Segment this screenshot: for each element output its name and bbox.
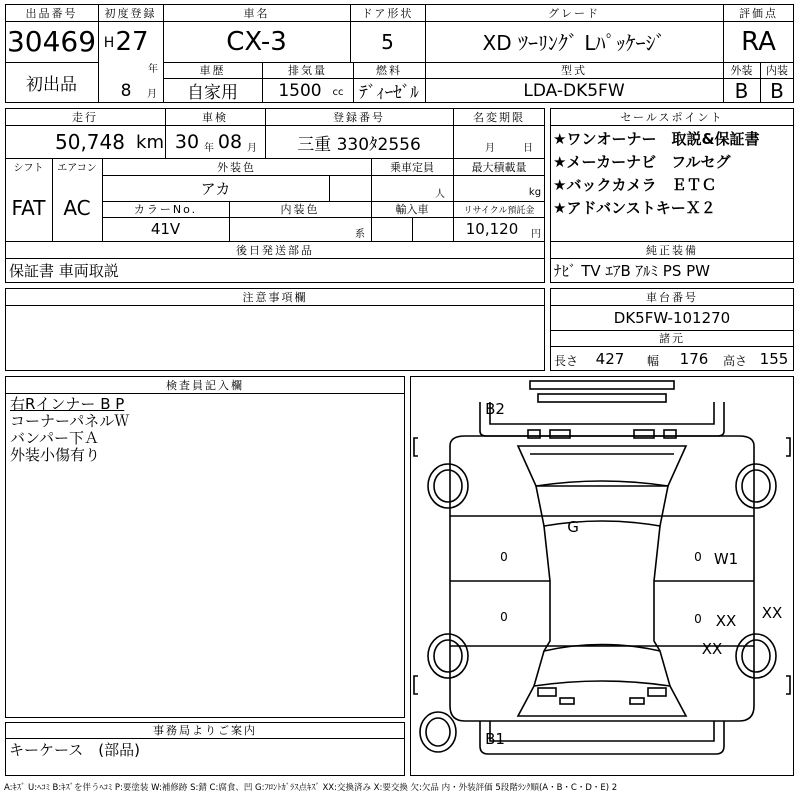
exterior-header: 外装 <box>730 64 753 77</box>
inspector-line: 外装小傷有り <box>10 446 101 464</box>
length-value: 427 <box>595 350 625 368</box>
cc-unit: cc <box>332 86 344 98</box>
mark-left-mid: 0 <box>500 550 508 564</box>
car-outline-diagram <box>410 376 794 776</box>
inspector-line: コーナーパネルＷ <box>10 412 130 430</box>
damage-diagram <box>410 376 794 776</box>
exterior-grade: B <box>734 78 749 103</box>
mark-B1: B1 <box>485 730 505 748</box>
max-load-unit: kg <box>528 186 542 198</box>
aircon: AC <box>63 196 91 220</box>
mark-B2: B2 <box>485 400 505 418</box>
max-load-header: 最大積載量 <box>471 160 527 174</box>
inspector-header: 検査員記入欄 <box>166 378 244 392</box>
model-type: LDA-DK5FW <box>523 80 625 101</box>
aircon-header: エアコン <box>57 163 97 174</box>
registration-month: 8 <box>120 81 132 101</box>
width-label: 幅 <box>646 353 659 368</box>
first-registration-header: 初度登録 <box>104 6 157 20</box>
grade-header: グレード <box>548 6 600 20</box>
equipment: ﾅﾋﾞ TV ｴｱB ｱﾙﾐ PS PW <box>554 262 710 280</box>
recycle-unit: 円 <box>531 228 541 240</box>
color-number: 41V <box>150 220 181 238</box>
interior-color-header: 内装色 <box>280 203 320 216</box>
car-history: 自家用 <box>187 83 238 103</box>
mileage-header: 走行 <box>72 110 98 124</box>
interior-header: 内装 <box>766 64 788 77</box>
height-label: 高さ <box>722 353 747 368</box>
later-parts-header: 後日発送部品 <box>236 243 314 257</box>
car-history-header: 車歴 <box>199 64 226 77</box>
interior-grade: B <box>770 78 784 103</box>
fuel: ﾃﾞｨｰｾﾞﾙ <box>359 83 419 103</box>
office-header: 事務局よりご案内 <box>153 724 257 737</box>
chassis-number-header: 車台番号 <box>646 290 698 304</box>
office-note: キーケース (部品) <box>9 740 140 759</box>
recycle-header: リサイクル預託金 <box>463 205 535 216</box>
sales-point: ★アドバンストキーＸ２ <box>553 199 716 217</box>
capacity-unit: 人 <box>435 188 445 200</box>
notes-header: 注意事項欄 <box>242 290 308 304</box>
model-type-header: 型式 <box>561 64 587 77</box>
sales-points-list <box>553 128 793 220</box>
registration-year: 27 <box>115 27 149 57</box>
mileage: 50,748 <box>55 130 125 154</box>
sales-point: ★ワンオーナー 取説&保証書 <box>553 130 760 148</box>
color-number-header: カラーNo. <box>133 203 198 216</box>
chassis-number: DK5FW-101270 <box>613 308 731 327</box>
car-name-header: 車名 <box>243 6 270 20</box>
score-header: 評価点 <box>739 6 778 20</box>
fuel-header: 燃料 <box>376 64 402 77</box>
exterior-color-header: 外装色 <box>217 160 256 174</box>
specs-header: 諸元 <box>659 332 685 345</box>
first-listing: 初出品 <box>26 75 77 95</box>
sales-point: ★バックカメラ ＥＴＣ <box>553 176 717 194</box>
width-value: 176 <box>679 350 709 368</box>
inspection-header: 車検 <box>202 110 228 124</box>
length-label: 長さ <box>553 353 578 368</box>
year-unit: 年 <box>148 63 158 74</box>
mark-right-rear: 0 <box>694 612 702 626</box>
month-unit: 月 <box>147 88 157 100</box>
mark-XX-door: XX <box>715 612 737 630</box>
inspector-notes <box>10 396 129 464</box>
exterior-color: アカ <box>200 179 231 198</box>
mark-G: G <box>567 518 579 536</box>
capacity-header: 乗車定員 <box>390 160 434 174</box>
era: H <box>103 35 115 51</box>
name-change-header: 名変期限 <box>473 110 525 124</box>
registration-plate: 三重 330ﾀ2556 <box>297 134 421 155</box>
name-change-day: 日 <box>523 142 533 154</box>
sales-points-header: セールスポイント <box>620 110 724 124</box>
grade: XD ﾂｰﾘﾝｸﾞ Lﾊﾟｯｹｰｼﾞ <box>482 31 666 55</box>
door-type-header: ドア形状 <box>361 6 414 20</box>
equipment-header: 純正装備 <box>646 243 698 257</box>
mark-XX-rear: XX <box>701 640 723 658</box>
shift: FAT <box>11 196 46 220</box>
recycle-fee: 10,120 <box>465 220 519 238</box>
mark-XX-quarter: XX <box>761 604 783 622</box>
displacement: 1500 <box>278 80 322 101</box>
lot-number-header: 出品番号 <box>25 6 78 20</box>
import-header: 輸入車 <box>395 203 429 216</box>
sales-point: ★メーカーナビ フルセグ <box>553 153 731 171</box>
door-count: 5 <box>381 29 394 54</box>
inspection-year-unit: 年 <box>204 142 214 154</box>
inspector-line: バンパー下Ａ <box>10 429 99 447</box>
interior-color-unit: 系 <box>355 228 365 240</box>
later-parts: 保証書 車両取説 <box>9 262 119 280</box>
inspection-month: 08 <box>217 131 243 153</box>
name-change-month: 月 <box>485 142 495 154</box>
displacement-header: 排気量 <box>288 64 327 77</box>
inspection-month-unit: 月 <box>247 142 257 154</box>
shift-header: シフト <box>13 163 44 174</box>
mileage-unit: km <box>136 131 164 153</box>
car-model: CX-3 <box>226 26 287 57</box>
legend: A:ｷｽﾞ U:ﾍｺﾐ B:ｷｽﾞを伴うﾍｺﾐ P:要塗装 W:補修跡 S:錆 C:腐食、凹 G:ﾌﾛﾝﾄｶﾞﾗｽ点ｷｽﾞ XX:交換済み X:要交換 欠:欠品 内・外装評価 5段階ﾗﾝｸ順(A・B・C・D・E) 2 <box>4 783 618 793</box>
mark-left-rear: 0 <box>500 610 508 624</box>
inspector-line: 右Rインナー B P <box>10 395 125 413</box>
evaluation-score: RA <box>741 26 776 57</box>
height-value: 155 <box>759 350 789 368</box>
mark-right-mid: 0 <box>694 550 702 564</box>
inspection-year: 30 <box>174 131 200 153</box>
registration-number-header: 登録番号 <box>333 110 385 124</box>
mark-W1: W1 <box>713 550 739 568</box>
lot-number: 30469 <box>6 25 97 58</box>
